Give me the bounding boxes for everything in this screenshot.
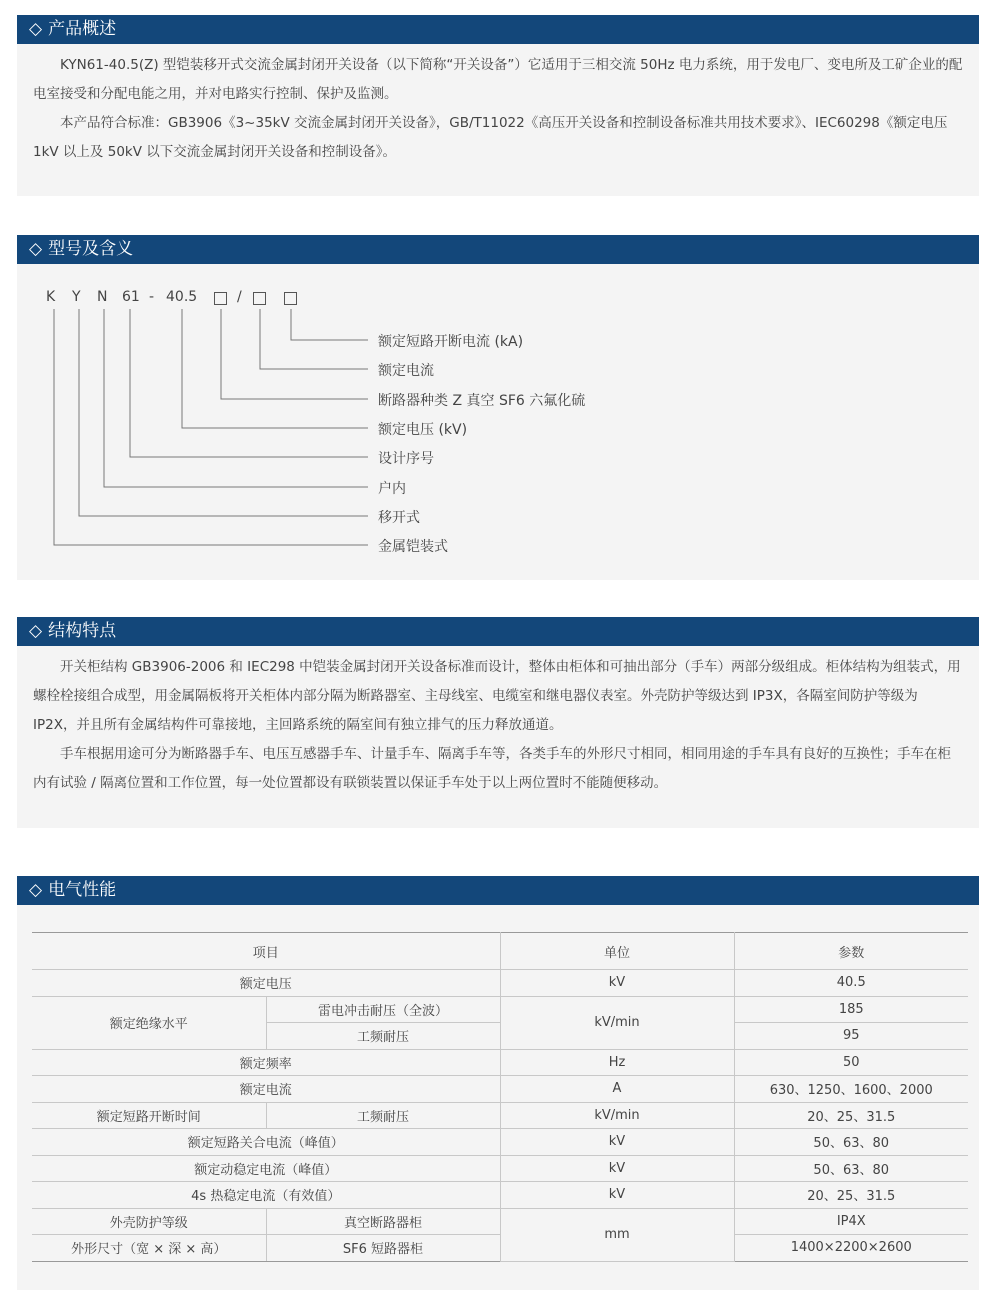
cell-item: 4s 热稳定电流（有效值）	[32, 1182, 500, 1209]
section-title: 电气性能	[48, 880, 117, 900]
code-number: 61	[122, 289, 140, 305]
header-param: 参数	[734, 933, 968, 970]
cell-item: 额定电流	[32, 1076, 500, 1103]
diamond-icon: ◇	[29, 880, 43, 900]
model-label: 断路器种类 Z 真空 SF6 六氟化硫	[378, 393, 586, 409]
table-row	[32, 1155, 968, 1182]
cell-value: 1400×2200×2600	[734, 1235, 968, 1262]
model-label: 户内	[378, 481, 406, 497]
cell-value: 50、63、80	[734, 1129, 968, 1156]
code-dash: -	[149, 289, 155, 305]
cell-unit: kV/min	[500, 1102, 734, 1129]
table-row	[32, 1049, 968, 1076]
structure-paragraph: 手车根据用途可分为断路器手车、电压互感器手车、计量手车、隔离手车等，各类手车的外形尺寸相同，相同用途的手车具有良好的互换性；手车在柜内有试验 / 隔离位置和工作位置，每一处位置都设有联锁装置以保证手车处于以上两位置时不能随便移动。	[33, 746, 951, 791]
cell-subitem: 工频耐压	[266, 1023, 500, 1050]
cell-item: 额定电压	[32, 970, 500, 997]
code-letter: K	[46, 289, 56, 305]
overview-paragraph: 本产品符合标准：GB3906《3~35kV 交流金属封闭开关设备》，GB/T11022《高压开关设备和控制设备标准共用技术要求》、IEC60298《额定电压 1kV 以上及 50kV 以下交流金属封闭开关设备和控制设备》。	[33, 115, 948, 160]
section-title: 结构特点	[48, 621, 117, 641]
section-header-structure	[17, 617, 979, 646]
cell-item: 额定短路开断时间	[32, 1102, 266, 1129]
section-title: 型号及含义	[48, 239, 134, 259]
cell-unit: kV/min	[500, 996, 734, 1049]
model-label: 额定电流	[378, 363, 434, 379]
cell-unit: A	[500, 1076, 734, 1103]
model-label: 额定短路开断电流 (kA)	[378, 334, 524, 350]
code-letter: Y	[72, 289, 81, 305]
table-row	[32, 1129, 968, 1156]
cell-item: 额定动稳定电流（峰值）	[32, 1155, 500, 1182]
cell-value: 630、1250、1600、2000	[734, 1076, 968, 1103]
structure-panel	[17, 646, 979, 828]
model-label: 金属铠装式	[378, 539, 448, 555]
section-title: 产品概述	[48, 19, 117, 39]
cell-item: 额定绝缘水平	[32, 996, 266, 1049]
header-unit: 单位	[500, 933, 734, 970]
model-connector-lines	[0, 0, 1000, 600]
cell-unit: Hz	[500, 1049, 734, 1076]
model-label: 额定电压 (kV)	[378, 422, 468, 438]
cell-value: 20、25、31.5	[734, 1102, 968, 1129]
code-voltage: 40.5	[166, 289, 198, 305]
cell-value: 185	[734, 996, 968, 1023]
cell-unit: mm	[500, 1208, 734, 1261]
table-row	[32, 970, 968, 997]
cell-item: 额定频率	[32, 1049, 500, 1076]
cell-value: 20、25、31.5	[734, 1182, 968, 1209]
cell-value: 50、63、80	[734, 1155, 968, 1182]
table-row	[32, 996, 968, 1023]
diamond-icon: ◇	[29, 19, 43, 39]
code-slash: /	[237, 289, 242, 305]
cell-unit: kV	[500, 1155, 734, 1182]
cell-value: 50	[734, 1049, 968, 1076]
cell-value: IP4X	[734, 1208, 968, 1235]
table-row	[32, 1102, 968, 1129]
cell-item: 外形尺寸（宽 × 深 × 高）	[32, 1235, 266, 1262]
cell-unit: kV	[500, 970, 734, 997]
code-letter: N	[97, 289, 108, 305]
electrical-spec-table	[32, 932, 968, 1262]
cell-item: 额定短路关合电流（峰值）	[32, 1129, 500, 1156]
cell-subitem: 雷电冲击耐压（全波）	[266, 996, 500, 1023]
model-label: 设计序号	[378, 451, 434, 467]
diamond-icon: ◇	[29, 239, 43, 259]
overview-paragraph: KYN61-40.5(Z) 型铠装移开式交流金属封闭开关设备（以下简称“开关设备”）它适用于三相交流 50Hz 电力系统，用于发电厂、变电所及工矿企业的配电室接受和分配电能之用，并对电路实行控制、保护及监测。	[33, 57, 963, 102]
cell-subitem: SF6 短路器柜	[266, 1235, 500, 1262]
table-header-row	[32, 933, 968, 970]
cell-subitem: 真空断路器柜	[266, 1208, 500, 1235]
diamond-icon: ◇	[29, 621, 43, 641]
cell-unit: kV	[500, 1129, 734, 1156]
structure-paragraph: 开关柜结构 GB3906-2006 和 IEC298 中铠装金属封闭开关设备标准而设计，整体由柜体和可抽出部分（手车）两部分级组成。柜体结构为组装式，用螺栓栓接组合成型，用金属隔板将开关柜体内部分隔为断路器室、主母线室、电缆室和继电器仪表室。外壳防护等级达到 IP3X，各隔室间防护等级为 IP2X，并且所有金属结构件可靠接地，主回路系统的隔室间有独立排气的压力释放通道。	[33, 659, 961, 733]
cell-value: 95	[734, 1023, 968, 1050]
model-label: 移开式	[378, 510, 420, 526]
cell-item: 外壳防护等级	[32, 1208, 266, 1235]
cell-unit: kV	[500, 1182, 734, 1209]
section-header-electrical	[17, 876, 979, 905]
table-row	[32, 1208, 968, 1235]
cell-value: 40.5	[734, 970, 968, 997]
table-row	[32, 1076, 968, 1103]
cell-subitem: 工频耐压	[266, 1102, 500, 1129]
table-row	[32, 1182, 968, 1209]
header-item: 项目	[32, 933, 500, 970]
